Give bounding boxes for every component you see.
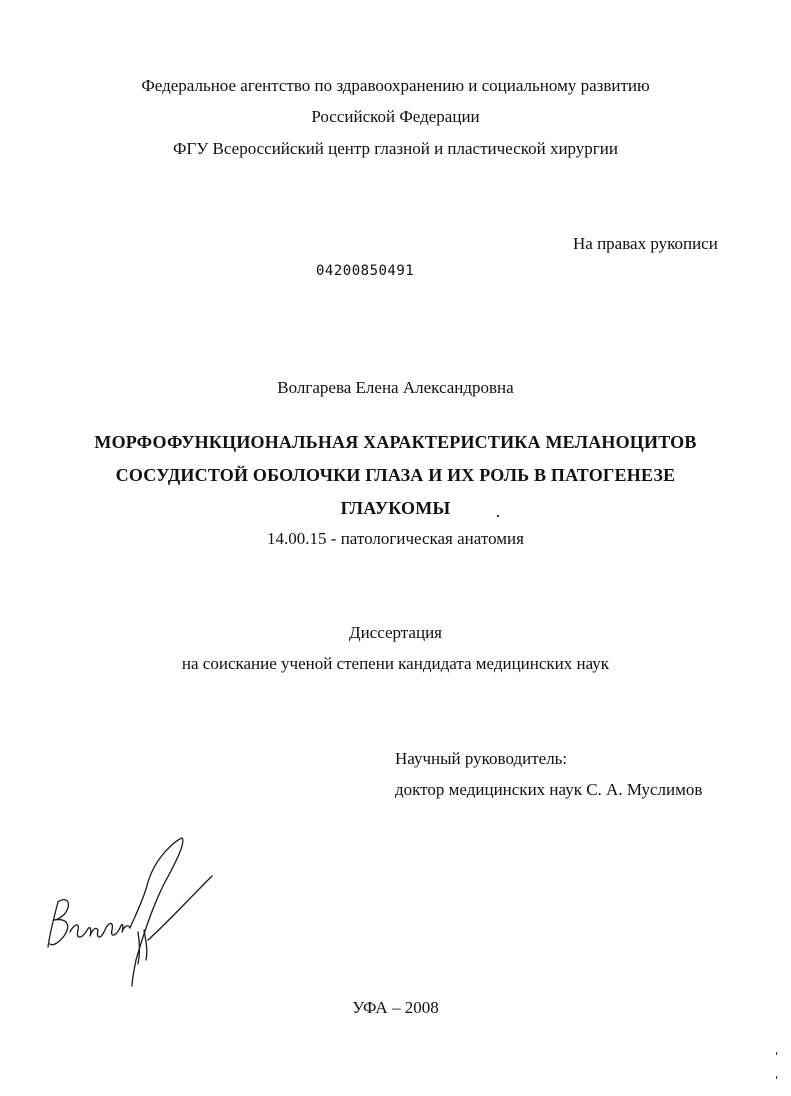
institution-name: ФГУ Всероссийский центр глазной и пластической хирургии [173,139,618,158]
title-line-1: МОРФОФУНКЦИОНАЛЬНАЯ ХАРАКТЕРИСТИКА МЕЛАНОЦИТОВ [94,432,697,452]
registration-number: 04200850491 [316,263,415,279]
document-type: Диссертация [348,623,442,642]
specialty-code: 14.00.15 - патологическая анатомия [267,529,524,548]
degree-line: на соискание ученой степени кандидата медицинских наук [181,654,610,673]
supervisor-name: доктор медицинских наук С. А. Муслимов [395,780,703,799]
agency-line-2: Российской Федерации [311,107,480,126]
supervisor-label: Научный руководитель: [395,749,568,768]
scan-speck [776,1076,777,1079]
title-line-3: ГЛАУКОМЫ [340,498,451,518]
title-line-2: СОСУДИСТОЙ ОБОЛОЧКИ ГЛАЗА И ИХ РОЛЬ В ПАТОГЕНЕЗЕ [115,465,676,485]
signature-text: Волгарева [36,832,41,833]
place-year: УФА – 2008 [352,998,439,1017]
author-signature [36,832,226,992]
author-name: Волгарева Елена Александровна [277,378,514,397]
rights-note: На правах рукописи [573,234,718,253]
scan-speck [776,1052,777,1055]
agency-line-1: Федеральное агентство по здравоохранению и социальному развитию [141,76,650,95]
scan-speck [497,515,499,517]
